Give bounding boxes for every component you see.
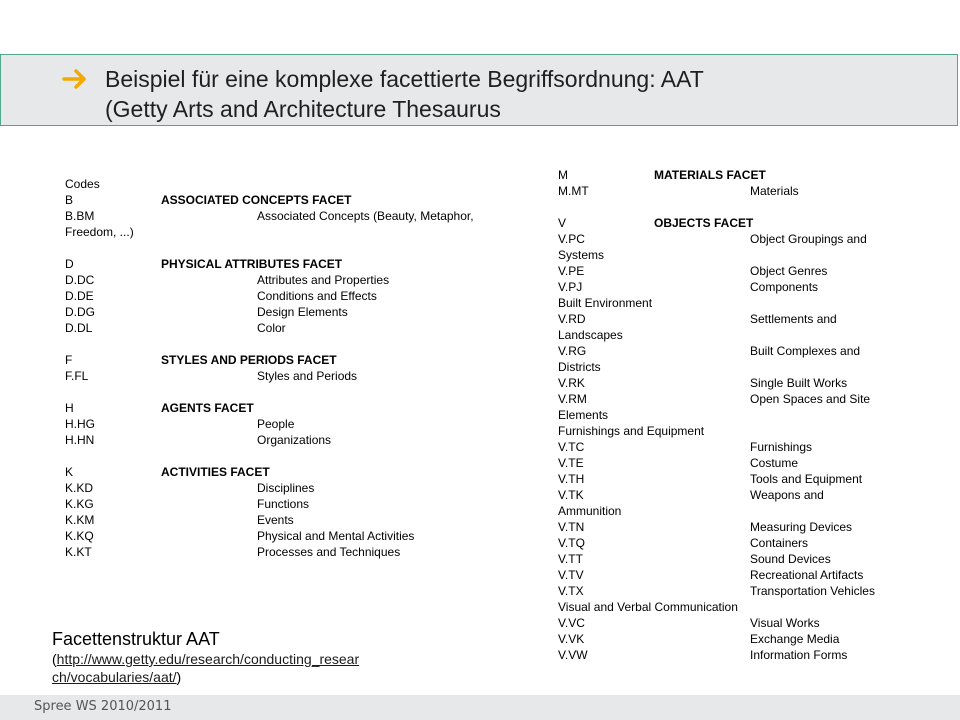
left-facet-outline	[65, 176, 515, 560]
outline-heading: Elements	[558, 408, 609, 422]
outline-row	[65, 480, 515, 496]
facet-code: M	[558, 168, 568, 182]
facet-code: V.TT	[558, 552, 583, 566]
facet-subcategory: Weapons and	[750, 488, 824, 502]
right-arrow-icon	[62, 66, 88, 92]
facet-code: D.DC	[65, 273, 95, 287]
facet-subcategory: Costume	[750, 456, 799, 470]
facet-name: ASSOCIATED CONCEPTS FACET	[161, 193, 352, 207]
spacer	[65, 336, 515, 352]
facet-code: F.FL	[65, 369, 89, 383]
facet-subcategory: Processes and Techniques	[257, 545, 401, 559]
outline-row	[558, 631, 918, 647]
facet-code: V.VW	[558, 648, 588, 662]
outline-row	[65, 288, 515, 304]
outline-row	[558, 263, 918, 279]
facet-subcategory: Components	[750, 280, 819, 294]
facet-subcategory: Disciplines	[257, 481, 315, 495]
facet-name: OBJECTS FACET	[654, 216, 754, 230]
outline-row	[65, 432, 515, 448]
outline-heading: Districts	[558, 360, 601, 374]
facet-subcategory: Sound Devices	[750, 552, 831, 566]
outline-row	[558, 535, 918, 551]
facet-code: V.TK	[558, 488, 584, 502]
facet-code: K.KT	[65, 545, 92, 559]
facet-code: V.PC	[558, 232, 585, 246]
outline-row	[558, 343, 918, 359]
caption	[52, 628, 432, 686]
outline-row	[65, 176, 515, 192]
page-title	[105, 64, 925, 124]
outline-row	[65, 528, 515, 544]
facet-code: B.BM	[65, 209, 95, 223]
outline-row	[65, 320, 515, 336]
facet-code: D	[65, 257, 74, 271]
spacer	[558, 199, 918, 215]
facet-subcategory: Settlements and	[750, 312, 837, 326]
outline-row	[558, 503, 918, 519]
facet-subcategory: Recreational Artifacts	[750, 568, 864, 582]
paren-open: (	[52, 651, 57, 667]
outline-row	[65, 192, 515, 208]
outline-row	[65, 400, 515, 416]
facet-code: K.KM	[65, 513, 95, 527]
outline-row	[558, 455, 918, 471]
facet-subcategory: Visual Works	[750, 616, 820, 630]
outline-row	[65, 272, 515, 288]
facet-code: V.RK	[558, 376, 585, 390]
outline-heading: Landscapes	[558, 328, 623, 342]
outline-heading: Furnishings and Equipment	[558, 424, 705, 438]
facet-code: V.PJ	[558, 280, 583, 294]
spacer	[65, 448, 515, 464]
facet-code: H.HN	[65, 433, 95, 447]
facet-subcategory: Built Complexes and	[750, 344, 861, 358]
outline-row	[558, 519, 918, 535]
facet-code: V.RG	[558, 344, 587, 358]
outline-row	[65, 304, 515, 320]
outline-row	[65, 416, 515, 432]
facet-code: V.TH	[558, 472, 585, 486]
outline-row	[558, 311, 918, 327]
facet-name: MATERIALS FACET	[654, 168, 766, 182]
facet-subcategory: Conditions and Effects	[257, 289, 377, 303]
facet-subcategory: Organizations	[257, 433, 332, 447]
outline-row	[558, 615, 918, 631]
facet-subcategory: Materials	[750, 184, 799, 198]
outline-row	[558, 327, 918, 343]
facet-code: D.DG	[65, 305, 95, 319]
facet-code: V.PE	[558, 264, 585, 278]
facet-subcategory: Attributes and Properties	[257, 273, 390, 287]
outline-heading: Ammunition	[558, 504, 622, 518]
facet-subcategory: People	[257, 417, 295, 431]
facet-code: V.RD	[558, 312, 586, 326]
spacer	[65, 240, 515, 256]
facet-subcategory: Functions	[257, 497, 310, 511]
facet-code: V.VK	[558, 632, 585, 646]
caption-link-block	[52, 650, 432, 686]
caption-title: Facettenstruktur AAT	[52, 629, 220, 649]
facet-code: H.HG	[65, 417, 95, 431]
outline-row	[558, 551, 918, 567]
page-title-line-1: Beispiel für eine komplexe facettierte Begriffsordnung: AAT	[105, 66, 704, 92]
facet-code: V.TV	[558, 568, 584, 582]
outline-row	[65, 512, 515, 528]
facet-subcategory: Events	[257, 513, 294, 527]
outline-row	[558, 567, 918, 583]
facet-subcategory: Styles and Periods	[257, 369, 358, 383]
facet-code: D.DL	[65, 321, 93, 335]
facet-subcategory: Associated Concepts (Beauty, Metaphor,	[257, 209, 474, 223]
facet-code: H	[65, 401, 74, 415]
facet-subcategory: Containers	[750, 536, 809, 550]
facet-subcategory: Object Genres	[750, 264, 828, 278]
outline-heading: Visual and Verbal Communication	[558, 600, 738, 614]
outline-row	[558, 183, 918, 199]
outline-row	[558, 247, 918, 263]
facet-name: PHYSICAL ATTRIBUTES FACET	[161, 257, 343, 271]
outline-row	[65, 256, 515, 272]
facet-code: V.TE	[558, 456, 584, 470]
facet-code: D.DE	[65, 289, 94, 303]
outline-row	[558, 407, 918, 423]
facet-name: AGENTS FACET	[161, 401, 254, 415]
outline-row	[65, 496, 515, 512]
outline-row	[558, 471, 918, 487]
facet-code: K	[65, 465, 74, 479]
facet-subcategory: Measuring Devices	[750, 520, 853, 534]
source-link[interactable]	[52, 651, 359, 685]
facet-subcategory: Color	[257, 321, 286, 335]
facet-code: K.KG	[65, 497, 94, 511]
outline-row	[65, 352, 515, 368]
facet-name: ACTIVITIES FACET	[161, 465, 270, 479]
outline-row	[65, 544, 515, 560]
outline-row	[558, 295, 918, 311]
outline-row	[65, 464, 515, 480]
facet-code: F	[65, 353, 73, 367]
facet-code: V.VC	[558, 616, 585, 630]
page-title-line-2: (Getty Arts and Architecture Thesaurus	[105, 96, 501, 122]
source-link-line-1: http://www.getty.edu/research/conducting_resear	[56, 651, 360, 667]
facet-subcategory: Physical and Mental Activities	[257, 529, 415, 543]
outline-row	[558, 599, 918, 615]
footer-text: Spree WS 2010/2011	[34, 699, 172, 714]
outline-heading: Systems	[558, 248, 605, 262]
facet-subcategory: Transportation Vehicles	[750, 584, 875, 598]
facet-code: K.KQ	[65, 529, 94, 543]
facet-code: V.TC	[558, 440, 585, 454]
outline-row	[65, 208, 515, 224]
outline-row	[558, 391, 918, 407]
outline-row	[558, 359, 918, 375]
outline-row	[558, 375, 918, 391]
right-facet-outline	[558, 167, 918, 663]
outline-row	[558, 279, 918, 295]
facet-subcategory: Single Built Works	[750, 376, 848, 390]
outline-row	[558, 167, 918, 183]
facet-subcategory: Design Elements	[257, 305, 348, 319]
facet-subcategory: Open Spaces and Site	[750, 392, 871, 406]
outline-row	[558, 423, 918, 439]
facet-code: K.KD	[65, 481, 94, 495]
facet-name: STYLES AND PERIODS FACET	[161, 353, 337, 367]
facet-subcategory: Information Forms	[750, 648, 848, 662]
outline-heading: Codes	[65, 177, 100, 191]
outline-row	[558, 231, 918, 247]
facet-code: V.RM	[558, 392, 587, 406]
facet-subcategory: Exchange Media	[750, 632, 840, 646]
outline-row	[558, 487, 918, 503]
facet-code: M.MT	[558, 184, 589, 198]
outline-heading: Freedom, ...)	[65, 225, 134, 239]
outline-row	[65, 368, 515, 384]
outline-row	[558, 439, 918, 455]
outline-row	[65, 224, 515, 240]
source-link-line-2: ch/vocabularies/aat/	[52, 669, 177, 685]
spacer	[65, 384, 515, 400]
outline-heading: Built Environment	[558, 296, 653, 310]
footer-bar	[0, 695, 960, 720]
facet-code: V.TN	[558, 520, 585, 534]
facet-subcategory: Tools and Equipment	[750, 472, 863, 486]
paren-close: )	[176, 669, 182, 685]
outline-row	[558, 215, 918, 231]
facet-code: V	[558, 216, 567, 230]
facet-code: V.TQ	[558, 536, 585, 550]
facet-code: B	[65, 193, 74, 207]
outline-row	[558, 647, 918, 663]
outline-row	[558, 583, 918, 599]
facet-subcategory: Furnishings	[750, 440, 813, 454]
facet-subcategory: Object Groupings and	[750, 232, 867, 246]
facet-code: V.TX	[558, 584, 584, 598]
